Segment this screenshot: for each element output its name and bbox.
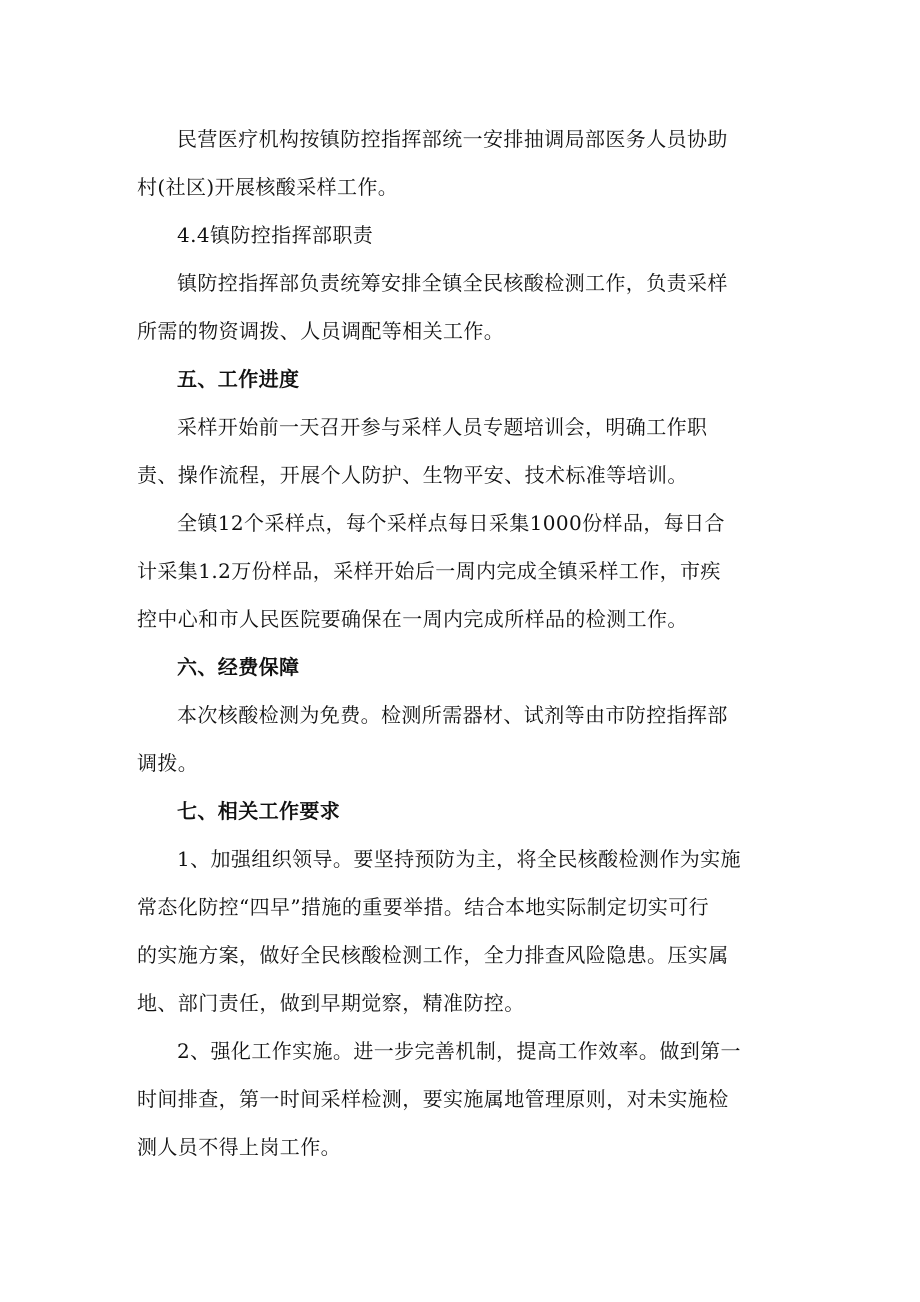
text-line: 1、加强组织领导。要坚持预防为主，将全民核酸检测作为实施: [177, 847, 741, 871]
text-line: 时间排查，第一时间采样检测，要实施属地管理原则，对未实施检: [137, 1087, 729, 1111]
section-heading: [137, 787, 787, 835]
text-line: 调拨。: [137, 751, 199, 775]
paragraph: [137, 259, 787, 355]
text-line: 六、经费保障: [177, 655, 300, 679]
text-line: 的实施方案，做好全民核酸检测工作，全力排查风险隐患。压实属: [137, 943, 729, 967]
paragraph: [137, 115, 787, 211]
paragraph: [137, 1027, 787, 1171]
text-line: 2、强化工作实施。进一步完善机制，提高工作效率。做到第一: [177, 1039, 741, 1063]
section-heading: [137, 643, 787, 691]
text-line: 地、部门责任，做到早期觉察，精准防控。: [137, 991, 525, 1015]
text-line: 所需的物资调拨、人员调配等相关工作。: [137, 319, 505, 343]
text-line: 村(社区)开展核酸采样工作。: [137, 175, 399, 199]
paragraph: [137, 499, 787, 643]
text-line: 镇防控指挥部负责统筹安排全镇全民核酸检测工作，负责采样: [177, 271, 728, 295]
text-line: 本次核酸检测为免费。检测所需器材、试剂等由市防控指挥部: [177, 703, 728, 727]
section-heading: [137, 355, 787, 403]
paragraph: [137, 211, 787, 259]
text-line: 七、相关工作要求: [177, 799, 341, 823]
paragraph: [137, 691, 787, 787]
text-line: 民营医疗机构按镇防控指挥部统一安排抽调局部医务人员协助: [177, 127, 728, 151]
text-line: 4.4镇防控指挥部职责: [177, 223, 374, 247]
text-line: 全镇12个采样点，每个采样点每日采集1000份样品，每日合: [177, 511, 725, 535]
text-line: 五、工作进度: [177, 367, 300, 391]
paragraph: [137, 403, 787, 499]
document-body: [137, 115, 787, 1171]
text-line: 常态化防控“四早”措施的重要举措。结合本地实际制定切实可行: [137, 895, 710, 919]
text-line: 计采集1.2万份样品，采样开始后一周内完成全镇采样工作，市疾: [137, 559, 721, 583]
text-line: 采样开始前一天召开参与采样人员专题培训会，明确工作职: [177, 415, 708, 439]
text-line: 控中心和市人民医院要确保在一周内完成所样品的检测工作。: [137, 607, 688, 631]
text-line: 责、操作流程，开展个人防护、生物平安、技术标准等培训。: [137, 463, 688, 487]
paragraph: [137, 835, 787, 1027]
text-line: 测人员不得上岗工作。: [137, 1135, 341, 1159]
